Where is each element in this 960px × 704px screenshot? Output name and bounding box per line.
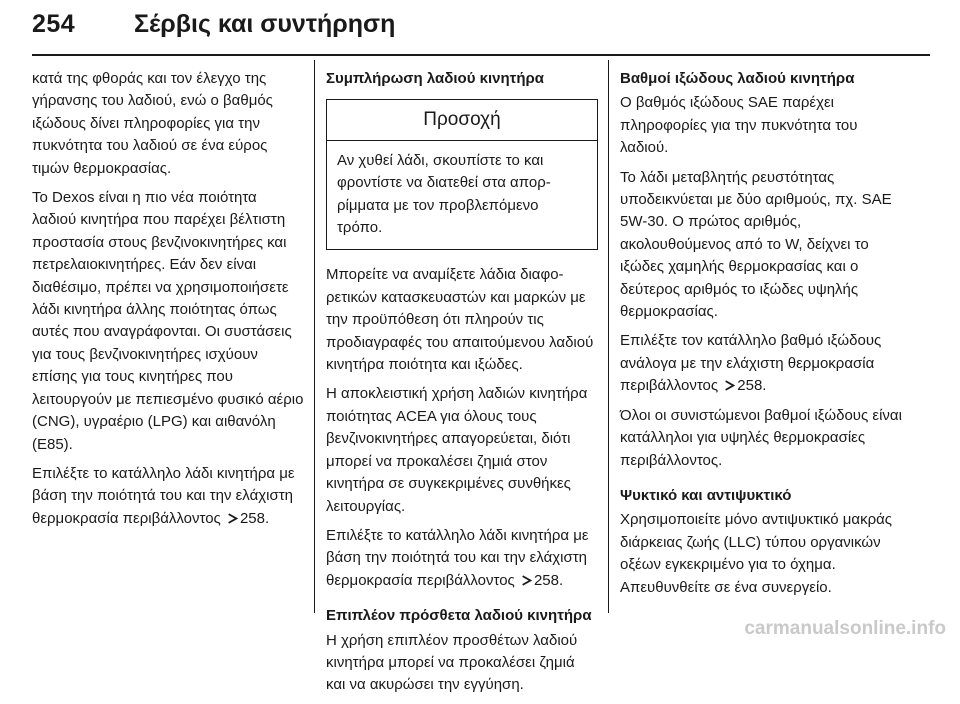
column-3	[620, 68, 902, 606]
paragraph: Το λάδι μεταβλητής ρευστότητας υποδεικνύεται με δύο αριθμούς, πχ. SAE 5W-30. Ο πρώτος αριθμός, ακολουθούμενος από το W, δείχνει το ιξώδες χαμηλής θερμοκρασίας και ο δεύτερος αριθμός το ιξώδες υψηλής θερμοκρασίας.	[620, 168, 892, 321]
caution-title: Προσοχή	[327, 100, 597, 140]
paragraph-text: Επιλέξτε τον κατάλληλο βαθμό ιξώδους ανάλογα με την ελάχιστη θερμοκρασία περιβάλλοντος	[620, 332, 882, 395]
reference-arrow-icon[interactable]	[724, 380, 735, 391]
paragraph: Η χρήση επιπλέον προσθέτων λαδιού κινητήρα μπορεί να προκαλέσει ζημιά και να ακυρώσει την εγγύηση.	[326, 631, 578, 694]
reference-arrow-icon[interactable]	[521, 575, 532, 586]
paragraph: Μπορείτε να αναμίξετε λάδια διαφορετικών κατασκευαστών και μαρκών με την προϋπόθεση ότι πληρούν τις προδιαγραφές του απαιτούμενου λαδιού κινητήρα ποιότητα και ιξώδες.	[326, 266, 594, 374]
paragraph: Η αποκλειστική χρήση λαδιών κινητήρα ποιότητας ACEA για όλους τους βενζινοκινητήρες απαγορεύεται, διότι μπορεί να προκαλέσει ζημιά στον κινητήρα σε συγκεκριμένες συνθήκες λειτουργίας.	[326, 385, 588, 515]
page-header	[32, 6, 932, 46]
watermark: carmanualsonline.info	[744, 618, 946, 639]
paragraph: Ο βαθμός ιξώδους SAE παρέχει πληροφορίες για την πυκνότητα του λαδιού.	[620, 94, 858, 157]
caution-box	[326, 99, 598, 250]
column-1	[32, 68, 304, 537]
reference-arrow-icon[interactable]	[227, 513, 238, 524]
section-heading: Ψυκτικό και αντιψυκτικό	[620, 486, 792, 504]
column-divider-2	[608, 60, 609, 613]
paragraph-text: Επιλέξτε το κατάλληλο λάδι κινητήρα με βάση την ποιότητά του και την ελάχιστη θερμοκρασία περιβάλλοντος	[326, 526, 589, 589]
paragraph	[620, 330, 902, 397]
paragraph-text: Επιλέξτε το κατάλληλο λάδι κινητήρα με βάση την ποιότητά του και την ελάχιστη θερμοκρασία περιβάλλοντος	[32, 464, 295, 527]
page-reference-link[interactable]: 258.	[239, 509, 270, 527]
header-rule	[32, 54, 930, 56]
paragraph: Το Dexos είναι η πιο νέα ποιότητα λαδιού κινητήρα που παρέχει βέλτιστη προστασία στους βενζινοκινητήρες και πετρελαιοκινητήρες. Εάν δεν είναι διαθέσιμο, πρέπει να χρησιμοποιήσετε λάδι κινητήρα άλλης ποιότητας όπως αυτές που αναγράφονται. Οι συστάσεις για τους βενζινοκινητήρες ισχύουν επίσης για τους κινητήρες που λειτουργούν με πεπιεσμένο φυσικό αέριο (CNG), υγραέριο (LPG) και αιθανόλη (E85).	[32, 189, 304, 453]
paragraph: Χρησιμοποιείτε μόνο αντιψυκτικό μακράς διάρκειας ζωής (LLC) τύπου οργανικών οξέων εγκεκριμένο για το όχημα. Απευθυνθείτε σε ένα συνεργείο.	[620, 511, 893, 596]
section-heading: Βαθμοί ιξώδους λαδιού κινητήρα	[620, 70, 855, 87]
caution-text: Αν χυθεί λάδι, σκουπίστε το και φροντίστε να διατεθεί στα απορρίμματα με τον προβλεπόμενο τρόπο.	[337, 151, 551, 237]
page-reference-link[interactable]: 258.	[533, 571, 564, 589]
section-heading: Συμπλήρωση λαδιού κινητήρα	[326, 70, 544, 87]
paragraph: κατά της φθοράς και τον έλεγχο της γήρανσης του λαδιού, ενώ ο βαθμός ιξώδους δίνει πληροφορίες για την πυκνότητα του λαδιού σε ένα εύρος τιμών θερμοκρασίας.	[32, 70, 273, 177]
paragraph	[32, 463, 304, 530]
page-title: Σέρβις και συντήρηση	[134, 10, 396, 38]
paragraph: Όλοι οι συνιστώμενοι βαθμοί ιξώδους είναι κατάλληλοι για υψηλές θερμοκρασίες περιβάλλοντος.	[620, 406, 902, 469]
page-number: 254	[32, 10, 76, 38]
paragraph	[326, 525, 598, 592]
column-2	[326, 68, 598, 704]
section-heading: Επιπλέον πρόσθετα λαδιού κινητήρα	[326, 607, 592, 625]
page-reference-link[interactable]: 258.	[737, 377, 767, 395]
column-divider-1	[314, 60, 315, 613]
